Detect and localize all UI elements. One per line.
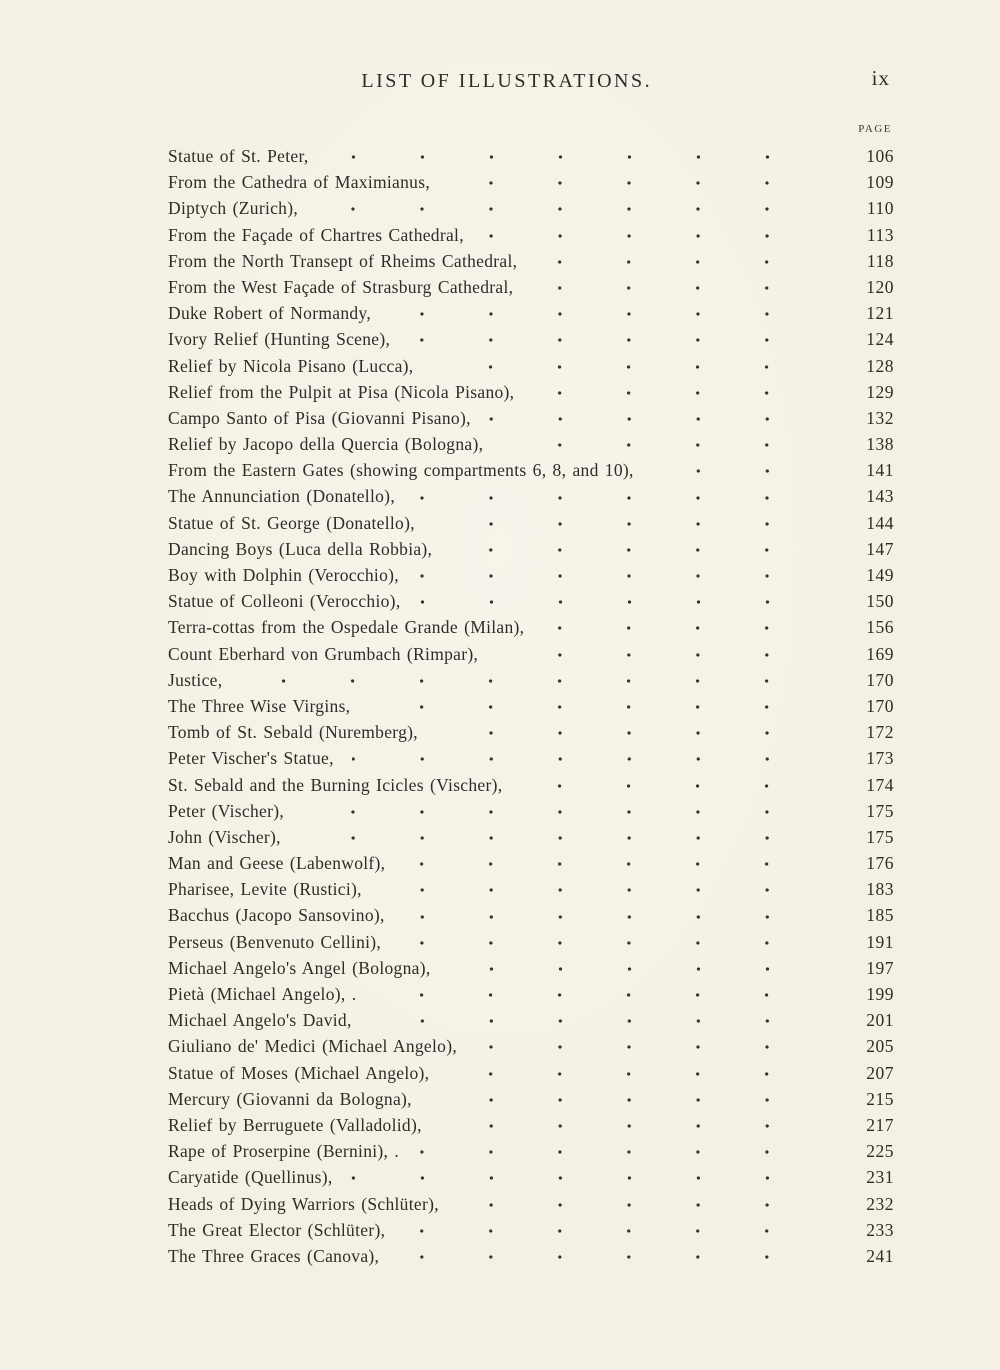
dot-leader [397, 1253, 834, 1259]
dot-leader [417, 572, 834, 578]
page-number: 138 [866, 434, 894, 455]
dot-leader [403, 913, 834, 919]
page-number: 199 [866, 984, 894, 1004]
page-number: 231 [866, 1167, 894, 1188]
illustration-title: From the Façade of Chartres Cathedral, [168, 224, 464, 245]
page-number: 124 [866, 329, 894, 350]
page-number: 143 [866, 486, 894, 507]
list-item [168, 772, 894, 798]
illustration-title: Statue of St. George (Donatello), [168, 512, 415, 533]
illustration-title: St. Sebald and the Burning Icicles (Vischer), [168, 774, 503, 795]
list-item [168, 588, 894, 614]
list-item [168, 850, 894, 876]
illustration-title: Campo Santo of Pisa (Giovanni Pisano), [168, 407, 471, 428]
page-number: 201 [866, 1010, 894, 1031]
page-number: 205 [866, 1036, 894, 1057]
dot-leader [408, 336, 834, 342]
list-item [168, 824, 894, 850]
page-number: 217 [866, 1114, 894, 1135]
list-item [168, 222, 894, 248]
illustration-title: Relief from the Pulpit at Pisa (Nicola Pisano), [168, 381, 515, 402]
dot-leader [489, 415, 834, 421]
page-number: 207 [866, 1062, 894, 1083]
dot-leader [448, 179, 834, 185]
dot-leader [532, 389, 834, 395]
list-item [168, 431, 894, 457]
list-item [168, 274, 894, 300]
illustration-title: Justice, [168, 669, 223, 690]
illustration-title: The Annunciation (Donatello), [168, 486, 395, 507]
page-number: 225 [866, 1141, 894, 1162]
list-item [168, 1164, 894, 1190]
page-column-label: PAGE [858, 123, 892, 135]
list-item [168, 1033, 894, 1059]
illustration-title: Man and Geese (Labenwolf), [168, 853, 386, 874]
page-number: 169 [866, 643, 894, 664]
list-item [168, 1243, 894, 1269]
list-item [168, 562, 894, 588]
illustration-title: Pietà (Michael Angelo), . [168, 984, 357, 1004]
list-item [168, 955, 894, 981]
page-number: 128 [866, 355, 894, 376]
page-number: 241 [866, 1245, 894, 1266]
dot-leader [457, 1201, 834, 1207]
page-number: 109 [866, 172, 894, 193]
page-number: 175 [866, 826, 894, 847]
illustration-title: Diptych (Zurich), [168, 198, 299, 219]
dot-leader [531, 284, 834, 290]
page-number: 170 [866, 695, 894, 716]
illustration-title: Peter (Vischer), [168, 800, 285, 821]
dot-leader [450, 546, 834, 552]
list-item [168, 457, 894, 483]
illustration-title: Tomb of St. Sebald (Nuremberg), [168, 722, 418, 743]
page-number: 183 [866, 879, 894, 900]
illustration-title: Statue of Moses (Michael Angelo), [168, 1062, 430, 1083]
page-number: 174 [866, 774, 894, 795]
dot-leader [652, 467, 834, 473]
dot-leader [327, 153, 834, 159]
illustration-title: Dancing Boys (Luca della Robbia), [168, 538, 433, 559]
page-number: 170 [866, 669, 894, 690]
dot-leader [299, 834, 834, 840]
page-number: 172 [866, 722, 894, 743]
list-item [168, 326, 894, 352]
page-number: 129 [866, 381, 894, 402]
list-item [168, 693, 894, 719]
list-item [168, 641, 894, 667]
dot-leader [482, 232, 834, 238]
page-number: 176 [866, 853, 894, 874]
dot-leader [501, 441, 834, 447]
dot-leader [374, 991, 834, 997]
illustration-title: Perseus (Benvenuto Cellini), [168, 931, 382, 952]
folio-page-number: ix [871, 66, 890, 90]
illustration-title: Rape of Proserpine (Bernini), . [168, 1141, 400, 1162]
illustration-title: Mercury (Giovanni da Bologna), [168, 1088, 412, 1109]
list-item [168, 379, 894, 405]
list-item [168, 719, 894, 745]
list-item [168, 1217, 894, 1243]
list-item [168, 1086, 894, 1112]
illustration-title: Pharisee, Levite (Rustici), [168, 879, 362, 900]
list-item [168, 614, 894, 640]
list-item [168, 300, 894, 326]
dot-leader [316, 205, 834, 211]
dot-leader [351, 1174, 834, 1180]
list-item [168, 929, 894, 955]
illustration-title: Count Eberhard von Grumbach (Rimpar), [168, 643, 479, 664]
illustration-title: Relief by Berruguete (Valladolid), [168, 1114, 422, 1135]
list-item [168, 745, 894, 771]
dot-leader [403, 1227, 834, 1233]
illustration-title: Heads of Dying Warriors (Schlüter), [168, 1193, 439, 1214]
page-header [168, 66, 892, 102]
page-number: 147 [866, 538, 894, 559]
page-number: 173 [866, 748, 894, 769]
illustration-title: From the West Façade of Strasburg Cathedral, [168, 276, 514, 297]
dot-leader [417, 1148, 834, 1154]
page-number: 185 [866, 905, 894, 926]
list-item [168, 405, 894, 431]
page-number: 191 [866, 931, 894, 952]
list-item [168, 483, 894, 509]
page-number: 156 [866, 617, 894, 638]
list-item [168, 1060, 894, 1086]
illustration-title: The Great Elector (Schlüter), [168, 1219, 386, 1240]
dot-leader [380, 886, 834, 892]
list-item [168, 353, 894, 379]
dot-leader [389, 310, 834, 316]
dot-leader [433, 520, 834, 526]
page-number: 118 [866, 250, 894, 271]
illustration-title: Statue of St. Peter, [168, 146, 309, 166]
dot-leader [370, 1017, 834, 1023]
list-item [168, 798, 894, 824]
page-number: 144 [866, 512, 894, 533]
list-item [168, 510, 894, 536]
page-number: 121 [866, 303, 894, 324]
list-item [168, 1112, 894, 1138]
illustration-title: From the Cathedra of Maximianus, [168, 172, 431, 193]
dot-leader [403, 860, 834, 866]
dot-leader [413, 494, 834, 500]
dot-leader [240, 677, 834, 683]
page-number: 215 [866, 1088, 894, 1109]
list-item [168, 1138, 894, 1164]
list-item [168, 667, 894, 693]
list-item [168, 876, 894, 902]
dot-leader [535, 258, 834, 264]
page-number: 233 [866, 1219, 894, 1240]
illustration-title: John (Vischer), [168, 826, 281, 847]
illustration-title: Boy with Dolphin (Verocchio), [168, 565, 399, 585]
dot-leader [542, 624, 834, 630]
illustration-title: Ivory Relief (Hunting Scene), [168, 329, 391, 350]
page-number: 110 [866, 198, 894, 219]
illustration-title: The Three Graces (Canova), [168, 1245, 380, 1266]
page-title: LIST OF ILLUSTRATIONS. [361, 70, 653, 92]
illustration-title: Michael Angelo's David, [168, 1010, 352, 1031]
dot-leader [430, 1096, 834, 1102]
page-number: 132 [866, 407, 894, 428]
page-number: 150 [866, 591, 894, 612]
dot-leader [520, 782, 834, 788]
illustration-title: From the Eastern Gates (showing compartments 6, 8, and 10), [168, 460, 634, 481]
page-number: 175 [866, 800, 894, 821]
illustration-title: Bacchus (Jacopo Sansovino), [168, 905, 385, 926]
illustration-title: From the North Transept of Rheims Cathedral, [168, 250, 518, 271]
page-number: 232 [866, 1193, 894, 1214]
illustration-title: Relief by Nicola Pisano (Lucca), [168, 355, 414, 376]
page-number: 106 [866, 146, 894, 166]
page-number: 141 [866, 460, 894, 481]
list-item [168, 1007, 894, 1033]
dot-leader [447, 1070, 834, 1076]
illustration-title: Michael Angelo's Angel (Bologna), [168, 957, 431, 978]
illustrations-list [168, 143, 894, 1269]
illustration-title: Giuliano de' Medici (Michael Angelo), [168, 1036, 457, 1057]
page-number: 113 [866, 224, 894, 245]
list-item [168, 536, 894, 562]
illustration-title: Terra-cottas from the Ospedale Grande (Milan), [168, 617, 525, 638]
dot-leader [399, 939, 834, 945]
illustration-title: Duke Robert of Normandy, [168, 303, 372, 324]
page-number: 120 [866, 276, 894, 297]
list-item [168, 902, 894, 928]
dot-leader [449, 965, 834, 971]
illustration-title: Caryatide (Quellinus), [168, 1167, 333, 1188]
dot-leader [368, 703, 834, 709]
list-item [168, 981, 894, 1007]
dot-leader [431, 363, 834, 369]
dot-leader [352, 755, 834, 761]
page-number: 149 [866, 565, 894, 585]
dot-leader [496, 651, 834, 657]
illustration-title: The Three Wise Virgins, [168, 695, 351, 716]
illustration-title: Peter Vischer's Statue, [168, 748, 334, 769]
illustration-title: Statue of Colleoni (Verocchio), [168, 591, 401, 612]
dot-leader [436, 729, 834, 735]
illustration-title: Relief by Jacopo della Quercia (Bologna), [168, 434, 484, 455]
list-item [168, 195, 894, 221]
list-item [168, 248, 894, 274]
page-number: 197 [866, 957, 894, 978]
dot-leader [475, 1043, 834, 1049]
dot-leader [302, 808, 834, 814]
dot-leader [419, 598, 835, 604]
list-item [168, 1191, 894, 1217]
list-item [168, 143, 894, 169]
list-item [168, 169, 894, 195]
dot-leader [440, 1122, 834, 1128]
